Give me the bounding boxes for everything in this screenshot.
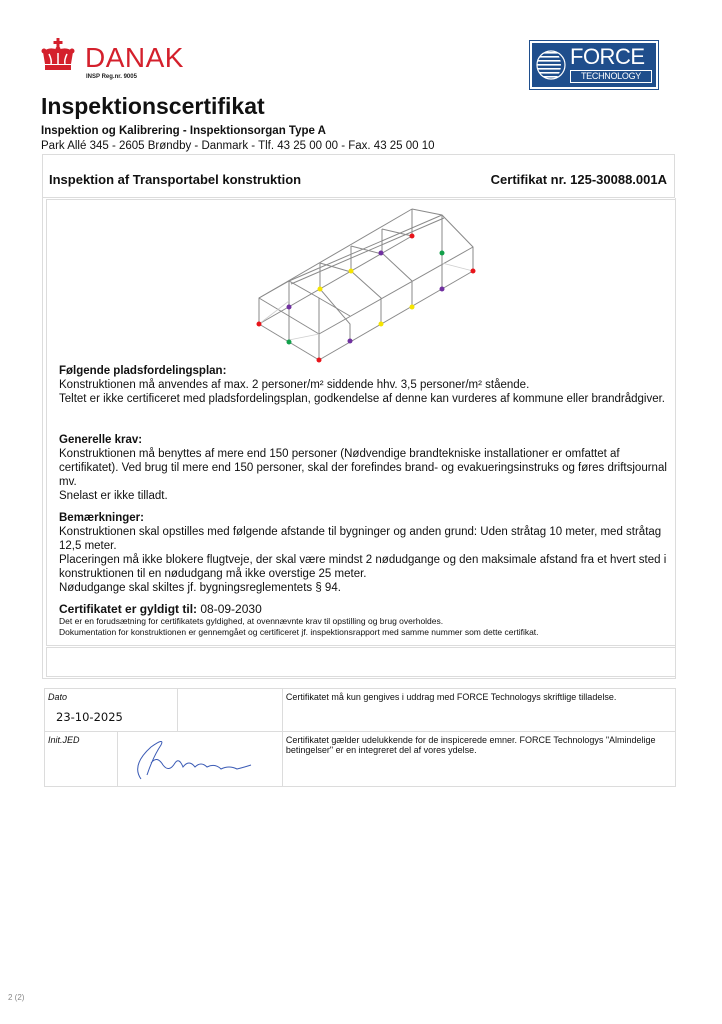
signature-icon	[121, 735, 271, 781]
certificate-number: Certifikat nr. 125-30088.001A	[490, 172, 667, 187]
general-requirements-line: Konstruktionen må benyttes af mere end 150 personer (Nødvendige brandtekniske installationer er omfattet af certifikatet). Ved brug til mere end 150 personer, skal der forefindes brand- og evakueringsinstruks og føres driftsjournal mv.	[59, 448, 667, 488]
signature-cell	[118, 732, 283, 787]
general-requirements-line: Snelast er ikke tilladt.	[59, 490, 168, 502]
company-address: Park Allé 345 - 2605 Brøndby - Danmark - Tlf. 43 25 00 00 - Fax. 43 25 00 10	[41, 140, 435, 152]
remarks-heading: Bemærkninger:	[59, 512, 144, 524]
danak-wordmark: DANAK	[85, 42, 184, 73]
danak-reg-number: INSP Reg.nr. 9005	[86, 74, 137, 80]
force-wordmark: FORCE	[570, 44, 645, 69]
globe-icon	[536, 49, 566, 81]
seating-plan-line: Teltet er ikke certificeret med pladsfordelingsplan, godkendelse af denne kan vurderes af kommune eller brandrådgiver.	[59, 393, 666, 405]
force-technology-logo	[529, 40, 659, 90]
seating-plan-line: Konstruktionen må anvendes af max. 2 personer/m² siddende hhv. 3,5 personer/m² stående.	[59, 379, 530, 391]
seating-plan-section	[59, 364, 669, 406]
reproduction-note-cell: Certifikatet må kun gengives i uddrag med FORCE Technologys skriftlige tilladelse.	[282, 689, 675, 732]
general-requirements-section	[59, 433, 669, 503]
conditions-note-cell: Certifikatet gælder udelukkende for de inspicerede emner. FORCE Technologys "Almindelige betingelser" er en integreret del af vores ydelse.	[282, 732, 675, 787]
date-cell	[45, 689, 178, 732]
force-technology-label: TECHNOLOGY	[571, 71, 651, 82]
signature-table	[44, 688, 676, 787]
inspection-subject: Inspektion af Transportabel konstruktion	[49, 172, 302, 187]
remarks-line: Placeringen må ikke blokere flugtveje, der skal være mindst 2 nødudgange og den maksimale afstand fra et hvert sted i konstruktionen til en nødudgang må ikke overstige 25 meter.	[59, 554, 667, 580]
validity-date: 08-09-2030	[197, 602, 262, 616]
initials-cell: Init.JED	[45, 732, 118, 787]
crown-icon	[40, 38, 76, 72]
validity-label: Certifikatet er gyldigt til:	[59, 602, 198, 616]
blank-cell	[177, 689, 282, 732]
danak-logo	[40, 38, 200, 86]
remarks-section	[59, 511, 669, 595]
certificate-header-box	[42, 154, 675, 198]
page-subtitle: Inspektion og Kalibrering - Inspektionsorgan Type A	[41, 125, 326, 137]
seating-plan-heading: Følgende pladsfordelingsplan:	[59, 365, 227, 377]
empty-box	[46, 647, 676, 677]
tent-frame-drawing	[250, 200, 490, 365]
validity-note: Det er en forudsætning for certifikatets gyldighed, at ovennævnte krav til opstilling og brug overholdes.	[59, 616, 444, 626]
page-number: 2 (2)	[8, 993, 25, 1002]
general-requirements-heading: Generelle krav:	[59, 434, 143, 446]
date-value: 23-10-2025	[56, 710, 123, 724]
validity-note: Dokumentation for konstruktionen er gennemgået og certificeret jf. inspektionsrapport med samme nummer som dette certifikat.	[59, 627, 539, 637]
remarks-line: Nødudgange skal skiltes jf. bygningsreglementets § 94.	[59, 582, 341, 594]
remarks-line: Konstruktionen skal opstilles med følgende afstande til bygninger og anden grund: Uden stråtag 10 meter, med stråtag 12,5 meter.	[59, 526, 662, 552]
page-title: Inspektionscertifikat	[41, 93, 265, 119]
validity-section	[59, 602, 669, 638]
date-label: Dato	[48, 692, 68, 702]
